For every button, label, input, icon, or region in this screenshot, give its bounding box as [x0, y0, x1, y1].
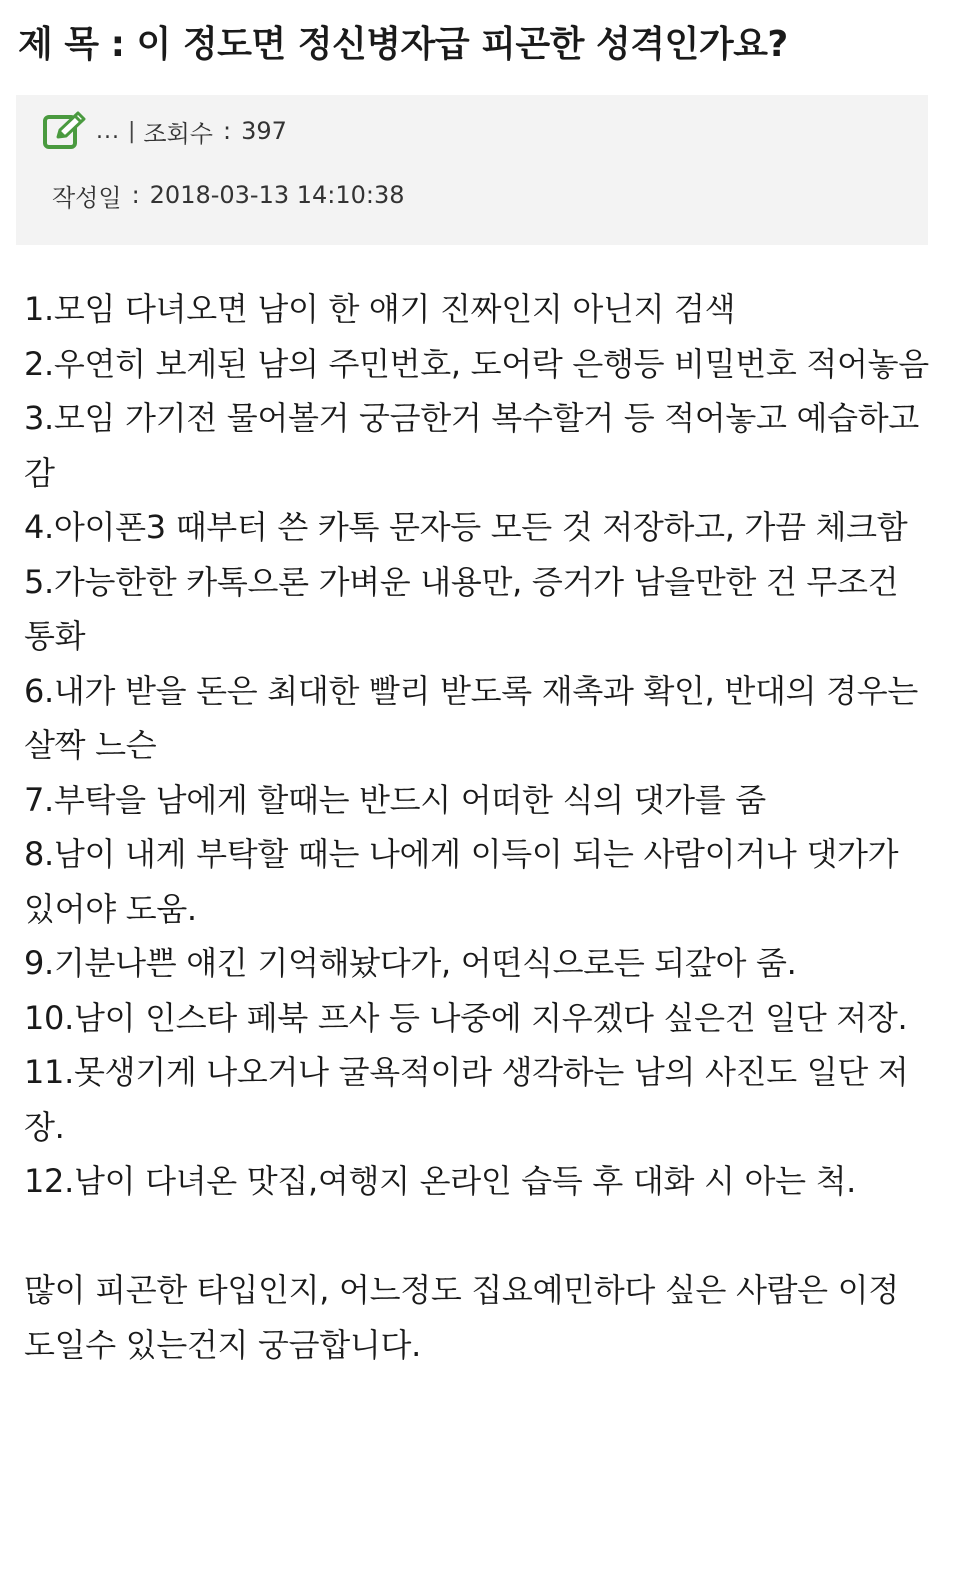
closing-paragraph: 많이 피곤한 타입인지, 어느정도 집요예민하다 싶은 사람은 이정도일수 있는건지 궁금합니다.: [24, 1271, 899, 1364]
meta-separator: |: [127, 118, 136, 144]
list-item: 6.내가 받을 돈은 최대한 빨리 받도록 재촉과 확인, 반대의 경우는 살짝 느슨: [24, 671, 918, 764]
views-colon: :: [222, 117, 232, 145]
views-count: 397: [241, 117, 287, 145]
date-row: [52, 175, 405, 215]
post-meta-box: [16, 95, 928, 245]
list-item: 10.남이 인스타 페북 프사 등 나중에 지우겠다 싶은건 일단 저장.: [24, 998, 908, 1037]
author-views-row: [42, 109, 287, 153]
views-label: 조회수: [143, 119, 213, 148]
list-item: 11.못생기게 나오거나 굴욕적이라 생각하는 남의 사진도 일단 저장.: [24, 1053, 909, 1146]
post-date: 2018-03-13 14:10:38: [149, 181, 405, 209]
list-item: 5.가능한한 카톡으론 가벼운 내용만, 증거가 남을만한 건 무조건 통화: [24, 562, 899, 655]
list-item: 2.우연히 보게된 남의 주민번호, 도어락 은행등 비밀번호 적어놓음: [24, 344, 929, 383]
list-item: 7.부탁을 남에게 할때는 반드시 어떠한 식의 댓가를 줌: [24, 780, 766, 819]
list-item: 8.남이 내게 부탁할 때는 나에게 이득이 되는 사람이거나 댓가가 있어야 도움.: [24, 835, 899, 928]
paragraph-gap: [24, 1209, 929, 1264]
date-colon: :: [131, 181, 140, 209]
list-item: 1.모임 다녀오면 남이 한 얘기 진짜인지 아닌지 검색: [24, 290, 736, 328]
edit-icon: [42, 109, 90, 153]
post-body: [24, 282, 929, 1372]
list-item: 12.남이 다녀온 맛집,여행지 온라인 습득 후 대화 시 아는 척.: [24, 1162, 857, 1200]
list-item: 4.아이폰3 때부터 쓴 카톡 문자등 모든 것 저장하고, 가끔 체크함: [24, 508, 908, 546]
date-label: 작성일: [52, 183, 122, 212]
post-title: 제 목 : 이 정도면 정신병자급 피곤한 성격인가요?: [18, 24, 788, 65]
list-item: 3.모임 가기전 물어볼거 궁금한거 복수할거 등 적어놓고 예습하고 감: [24, 399, 919, 492]
author-name[interactable]: ...: [96, 118, 120, 144]
list-item: 9.기분나쁜 얘긴 기억해놨다가, 어떤식으로든 되갚아 줌.: [24, 944, 797, 982]
